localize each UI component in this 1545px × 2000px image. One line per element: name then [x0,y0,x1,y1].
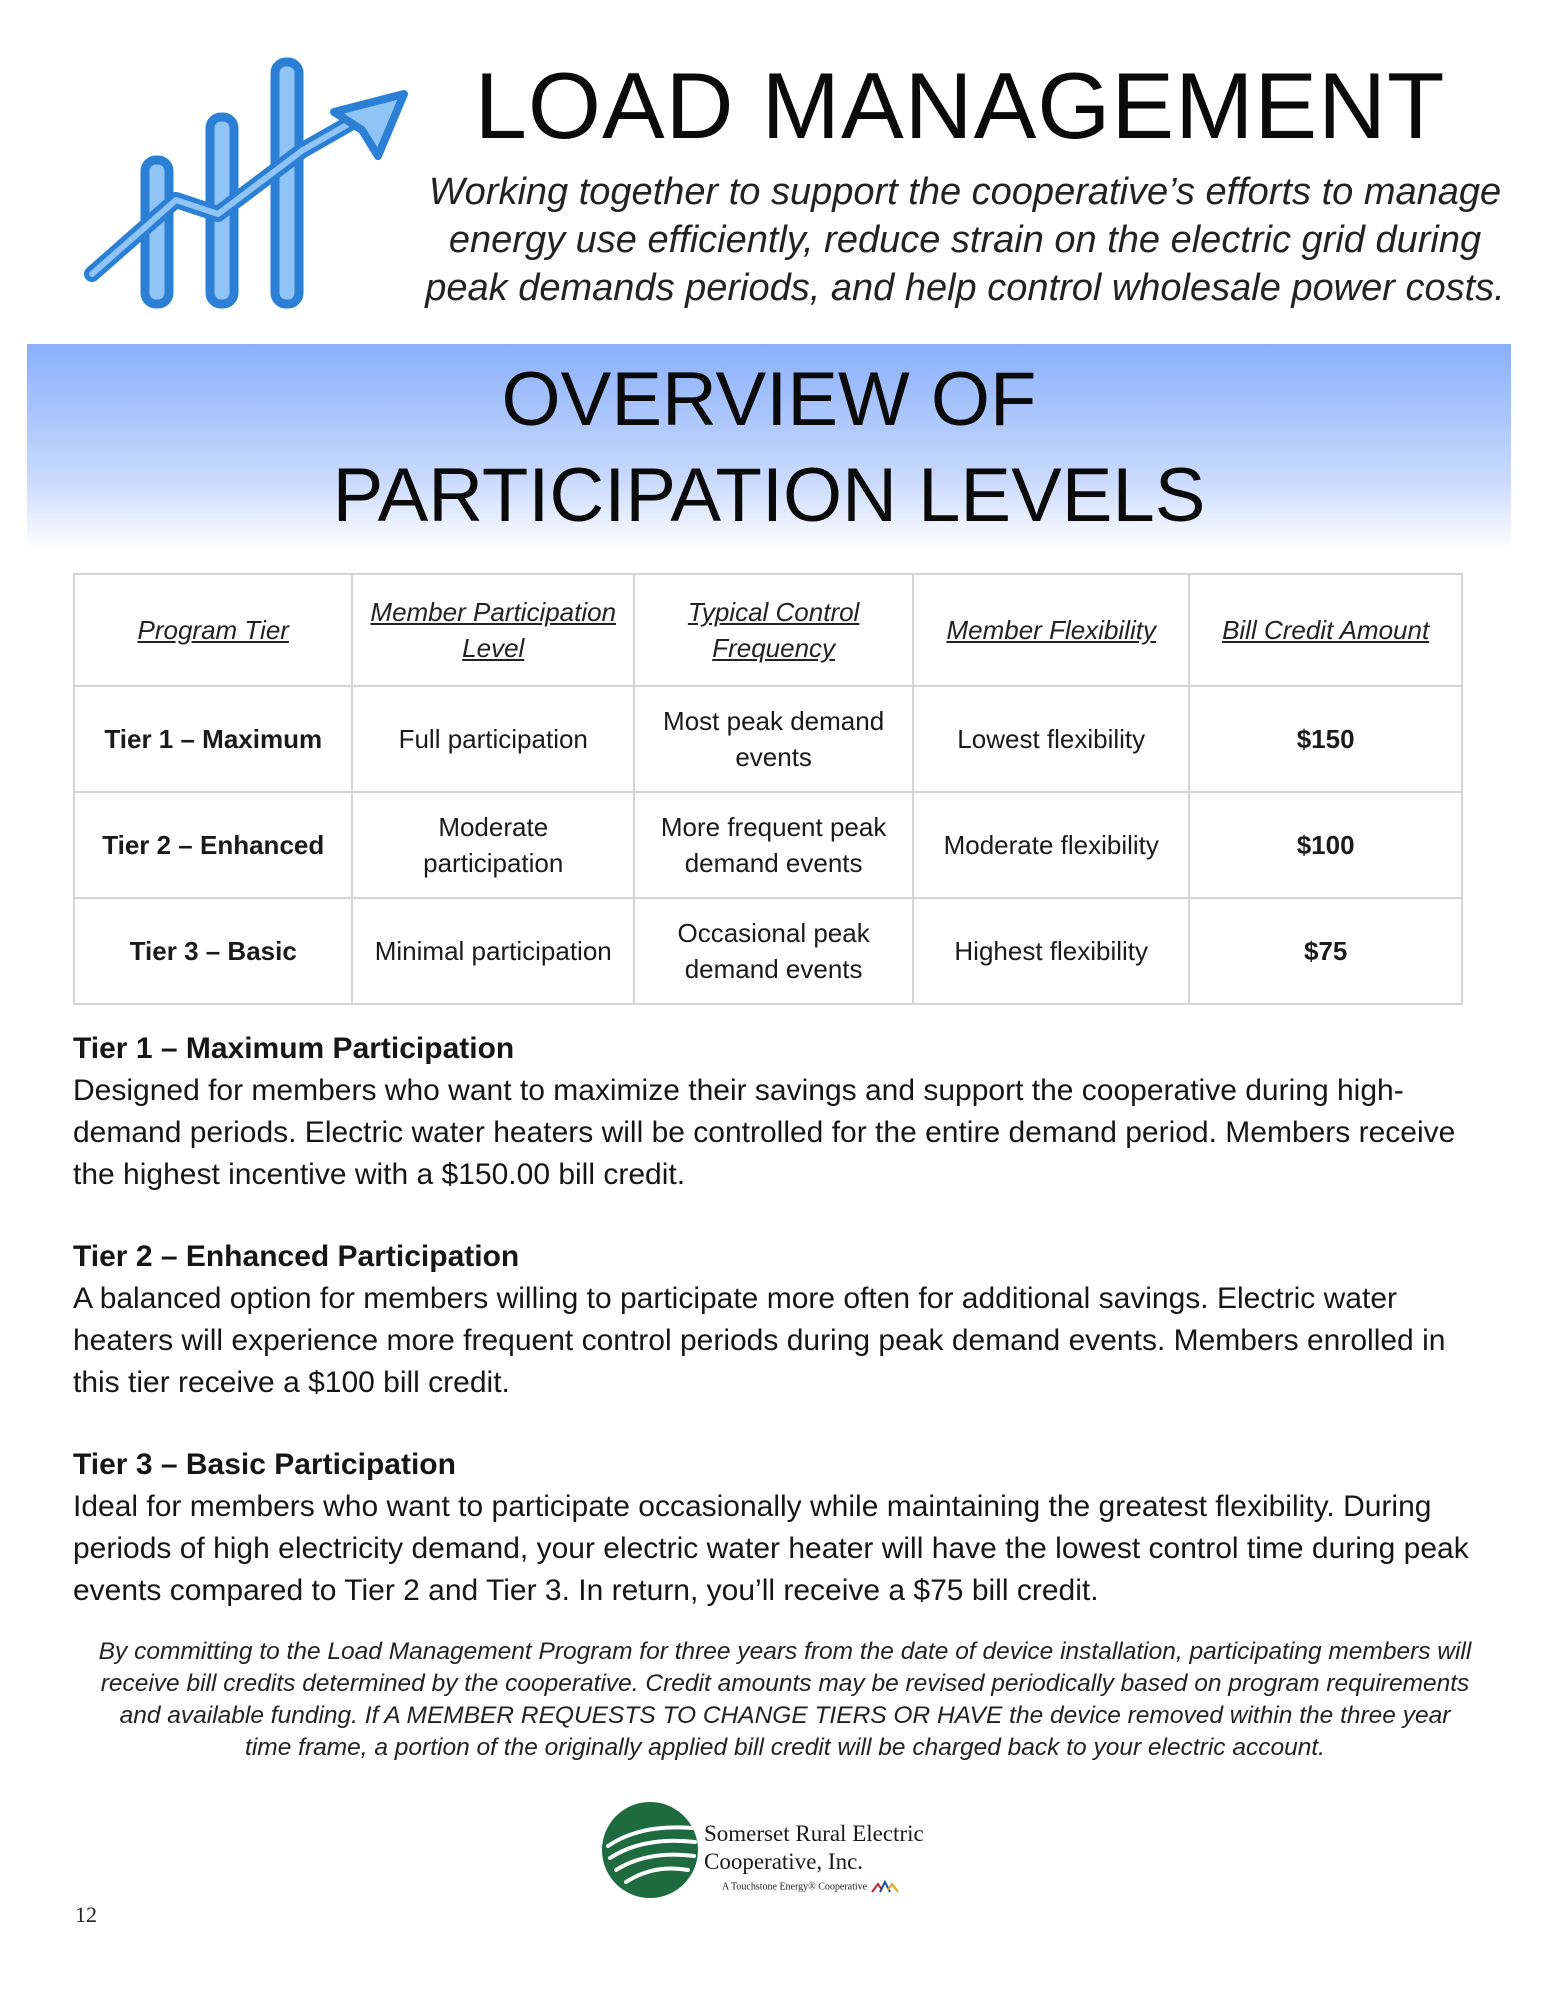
rising-bar-chart-arrow-icon [78,52,418,322]
column-header: Typical Control Frequency [634,574,913,686]
tier-2-heading: Tier 2 – Enhanced Participation [73,1240,520,1273]
page-number: 12 [75,1902,97,1927]
table-cell-tier: Tier 1 – Maximum [74,686,352,792]
table-cell: Minimal participation [352,898,634,1004]
table-cell: More frequent peak demand events [634,792,913,898]
table-row [74,792,1462,898]
table-cell-credit: $150 [1189,686,1462,792]
table-row [74,898,1462,1004]
overview-title [27,352,1511,544]
touchstone-tagline [722,1880,900,1894]
tier-1-heading: Tier 1 – Maximum Participation [73,1032,515,1065]
table-cell: Lowest flexibility [913,686,1189,792]
tier-3-body: Ideal for members who want to participate occasionally while maintaining the greatest flexibility. During periods of high electricity demand, your electric water heater will have the lowest control time during peak events compared to Tier 2 and Tier 3. In return, you’ll receive a $75 bill credit. [73,1490,1469,1607]
cooperative-name-line-1: Somerset Rural Electric [704,1821,924,1846]
table-cell-tier: Tier 3 – Basic [74,898,352,1004]
table-header-row [74,574,1462,686]
participation-levels-table [73,573,1463,1005]
table-cell: Moderate participation [352,792,634,898]
table-cell-credit: $100 [1189,792,1462,898]
cooperative-name [704,1820,924,1876]
table-cell-tier: Tier 2 – Enhanced [74,792,352,898]
page-title: LOAD MANAGEMENT [474,53,1446,158]
table-cell: Highest flexibility [913,898,1189,1004]
touchstone-energy-icon [870,1880,900,1894]
touchstone-tagline-text: A Touchstone Energy® Cooperative [722,1881,868,1893]
overview-banner [27,344,1511,550]
table-cell: Full participation [352,686,634,792]
column-header: Member Participation Level [352,574,634,686]
overview-title-line-2: PARTICIPATION LEVELS [332,453,1206,538]
table-cell: Occasional peak demand events [634,898,913,1004]
tier-3-heading: Tier 3 – Basic Participation [73,1448,456,1481]
tier-3-description [73,1444,1493,1612]
table-cell-credit: $75 [1189,898,1462,1004]
tier-1-description [73,1028,1493,1196]
program-disclaimer: By committing to the Load Management Program for three years from the date of device installation, participating members will receive bill credits determined by the cooperative. Credit amounts may be revised periodically based on program requirements and available funding. If A MEMBER REQUESTS TO CHANGE TIERS OR HAVE the device removed within the three year time frame, a portion of the originally applied bill credit will be charged back to your electric account. [98,1638,1472,1761]
column-header: Bill Credit Amount [1189,574,1462,686]
table-cell: Most peak demand events [634,686,913,792]
table-row [74,686,1462,792]
column-header: Member Flexibility [913,574,1189,686]
tier-2-description [73,1236,1493,1404]
table-cell: Moderate flexibility [913,792,1189,898]
cooperative-name-line-2: Cooperative, Inc. [704,1849,864,1874]
overview-title-line-1: OVERVIEW OF [501,357,1037,442]
page-subtitle: Working together to support the cooperative’s efforts to manage energy use efficiently, reduce strain on the electric grid during peak demands periods, and help control wholesale power costs. [425,171,1505,309]
tier-1-body: Designed for members who want to maximize their savings and support the cooperative during high-demand periods. Electric water heaters will be controlled for the entire demand period. Members receive the highest incentive with a $150.00 bill credit. [73,1074,1456,1191]
tier-2-body: A balanced option for members willing to participate more often for additional savings. Electric water heaters will experience more frequent control periods during peak demand events. Members enrolled in this tier receive a $100 bill credit. [73,1282,1446,1399]
column-header: Program Tier [74,574,352,686]
